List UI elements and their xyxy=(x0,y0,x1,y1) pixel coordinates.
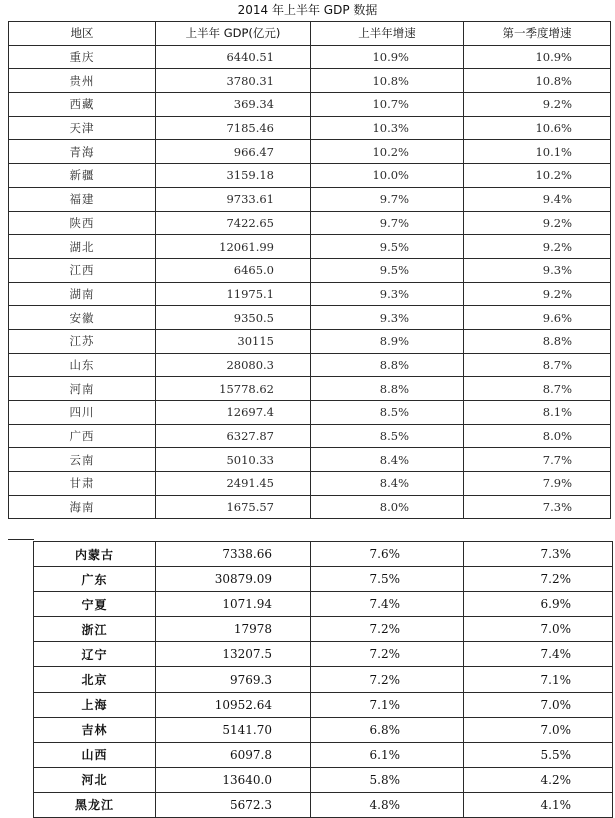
table-row xyxy=(34,742,613,767)
cell-region: 湖南 xyxy=(9,282,156,306)
table-divider xyxy=(8,539,34,540)
cell-gdp: 17978 xyxy=(156,617,311,642)
header-h1-growth: 上半年增速 xyxy=(311,22,464,46)
cell-region: 福建 xyxy=(9,187,156,211)
table-row xyxy=(9,116,611,140)
table-row xyxy=(9,472,611,496)
cell-gdp: 12697.4 xyxy=(156,401,311,425)
cell-h1-growth: 8.5% xyxy=(311,401,464,425)
table-row xyxy=(34,692,613,717)
cell-h1-growth: 10.3% xyxy=(311,116,464,140)
cell-region: 甘肃 xyxy=(9,472,156,496)
table-body-upper xyxy=(9,45,611,519)
table-row xyxy=(9,164,611,188)
table-row xyxy=(34,617,613,642)
table-row xyxy=(9,140,611,164)
cell-h1-growth: 9.3% xyxy=(311,282,464,306)
cell-q1-growth: 7.1% xyxy=(464,667,613,692)
table-row xyxy=(34,792,613,817)
cell-q1-growth: 7.9% xyxy=(464,472,611,496)
cell-region: 山西 xyxy=(34,742,156,767)
cell-h1-growth: 8.8% xyxy=(311,377,464,401)
cell-gdp: 15778.62 xyxy=(156,377,311,401)
cell-h1-growth: 9.7% xyxy=(311,211,464,235)
cell-gdp: 7338.66 xyxy=(156,542,311,567)
cell-h1-growth: 7.5% xyxy=(311,567,464,592)
cell-gdp: 5141.70 xyxy=(156,717,311,742)
header-row xyxy=(9,22,611,46)
cell-q1-growth: 9.2% xyxy=(464,235,611,259)
table-row xyxy=(9,235,611,259)
cell-gdp: 7422.65 xyxy=(156,211,311,235)
cell-region: 浙江 xyxy=(34,617,156,642)
table-row xyxy=(9,93,611,117)
cell-region: 辽宁 xyxy=(34,642,156,667)
cell-h1-growth: 8.8% xyxy=(311,353,464,377)
cell-h1-growth: 8.4% xyxy=(311,472,464,496)
cell-h1-growth: 9.7% xyxy=(311,187,464,211)
cell-region: 四川 xyxy=(9,401,156,425)
cell-q1-growth: 9.2% xyxy=(464,93,611,117)
cell-q1-growth: 7.7% xyxy=(464,448,611,472)
cell-gdp: 966.47 xyxy=(156,140,311,164)
table-title: 2014 年上半年 GDP 数据 xyxy=(237,3,378,17)
cell-h1-growth: 4.8% xyxy=(311,792,464,817)
cell-gdp: 30879.09 xyxy=(156,567,311,592)
cell-q1-growth: 8.1% xyxy=(464,401,611,425)
cell-q1-growth: 10.8% xyxy=(464,69,611,93)
cell-q1-growth: 8.7% xyxy=(464,353,611,377)
cell-gdp: 9350.5 xyxy=(156,306,311,330)
cell-h1-growth: 8.9% xyxy=(311,329,464,353)
table-row xyxy=(9,495,611,519)
cell-q1-growth: 7.0% xyxy=(464,717,613,742)
cell-q1-growth: 7.0% xyxy=(464,617,613,642)
cell-gdp: 11975.1 xyxy=(156,282,311,306)
cell-h1-growth: 10.2% xyxy=(311,140,464,164)
cell-gdp: 9733.61 xyxy=(156,187,311,211)
cell-gdp: 1675.57 xyxy=(156,495,311,519)
cell-q1-growth: 7.2% xyxy=(464,567,613,592)
cell-h1-growth: 7.2% xyxy=(311,667,464,692)
cell-region: 新疆 xyxy=(9,164,156,188)
gdp-table-lower xyxy=(33,541,613,818)
cell-q1-growth: 10.2% xyxy=(464,164,611,188)
cell-region: 海南 xyxy=(9,495,156,519)
cell-q1-growth: 7.3% xyxy=(464,542,613,567)
cell-gdp: 10952.64 xyxy=(156,692,311,717)
cell-h1-growth: 7.1% xyxy=(311,692,464,717)
table-row xyxy=(9,401,611,425)
table-row xyxy=(34,767,613,792)
cell-region: 重庆 xyxy=(9,45,156,69)
cell-gdp: 28080.3 xyxy=(156,353,311,377)
cell-region: 天津 xyxy=(9,116,156,140)
table-row xyxy=(34,642,613,667)
cell-h1-growth: 7.4% xyxy=(311,592,464,617)
cell-h1-growth: 9.5% xyxy=(311,235,464,259)
cell-h1-growth: 8.5% xyxy=(311,424,464,448)
cell-h1-growth: 7.2% xyxy=(311,642,464,667)
cell-q1-growth: 9.4% xyxy=(464,187,611,211)
table-row xyxy=(9,424,611,448)
cell-h1-growth: 10.8% xyxy=(311,69,464,93)
cell-q1-growth: 4.2% xyxy=(464,767,613,792)
table-row xyxy=(9,187,611,211)
cell-region: 河南 xyxy=(9,377,156,401)
cell-region: 陕西 xyxy=(9,211,156,235)
cell-region: 安徽 xyxy=(9,306,156,330)
cell-h1-growth: 9.3% xyxy=(311,306,464,330)
cell-region: 广东 xyxy=(34,567,156,592)
table-row xyxy=(9,45,611,69)
cell-h1-growth: 9.5% xyxy=(311,258,464,282)
cell-region: 贵州 xyxy=(9,69,156,93)
cell-gdp: 6440.51 xyxy=(156,45,311,69)
cell-region: 北京 xyxy=(34,667,156,692)
cell-q1-growth: 9.3% xyxy=(464,258,611,282)
cell-h1-growth: 5.8% xyxy=(311,767,464,792)
cell-q1-growth: 9.2% xyxy=(464,282,611,306)
cell-h1-growth: 8.0% xyxy=(311,495,464,519)
header-gdp: 上半年 GDP(亿元) xyxy=(156,22,311,46)
cell-q1-growth: 4.1% xyxy=(464,792,613,817)
cell-h1-growth: 7.6% xyxy=(311,542,464,567)
cell-gdp: 7185.46 xyxy=(156,116,311,140)
cell-gdp: 13640.0 xyxy=(156,767,311,792)
table-row xyxy=(9,377,611,401)
cell-h1-growth: 6.8% xyxy=(311,717,464,742)
cell-gdp: 1071.94 xyxy=(156,592,311,617)
cell-q1-growth: 10.6% xyxy=(464,116,611,140)
cell-q1-growth: 9.2% xyxy=(464,211,611,235)
cell-q1-growth: 9.6% xyxy=(464,306,611,330)
cell-h1-growth: 10.7% xyxy=(311,93,464,117)
cell-gdp: 6097.8 xyxy=(156,742,311,767)
table-row xyxy=(34,542,613,567)
cell-q1-growth: 8.7% xyxy=(464,377,611,401)
header-region: 地区 xyxy=(9,22,156,46)
cell-q1-growth: 7.0% xyxy=(464,692,613,717)
cell-h1-growth: 10.9% xyxy=(311,45,464,69)
cell-q1-growth: 10.9% xyxy=(464,45,611,69)
cell-gdp: 369.34 xyxy=(156,93,311,117)
cell-h1-growth: 8.4% xyxy=(311,448,464,472)
table-row xyxy=(9,211,611,235)
cell-gdp: 5672.3 xyxy=(156,792,311,817)
cell-q1-growth: 6.9% xyxy=(464,592,613,617)
table-body-lower xyxy=(34,542,613,818)
table-row xyxy=(9,306,611,330)
cell-gdp: 12061.99 xyxy=(156,235,311,259)
cell-region: 黑龙江 xyxy=(34,792,156,817)
cell-region: 河北 xyxy=(34,767,156,792)
cell-gdp: 3780.31 xyxy=(156,69,311,93)
table-row xyxy=(34,667,613,692)
cell-q1-growth: 5.5% xyxy=(464,742,613,767)
table-row xyxy=(9,258,611,282)
cell-gdp: 30115 xyxy=(156,329,311,353)
table-row xyxy=(9,69,611,93)
cell-q1-growth: 8.8% xyxy=(464,329,611,353)
cell-q1-growth: 10.1% xyxy=(464,140,611,164)
cell-region: 宁夏 xyxy=(34,592,156,617)
table-row xyxy=(34,567,613,592)
cell-region: 上海 xyxy=(34,692,156,717)
table-row xyxy=(9,282,611,306)
header-q1-growth: 第一季度增速 xyxy=(464,22,611,46)
cell-gdp: 6465.0 xyxy=(156,258,311,282)
cell-gdp: 5010.33 xyxy=(156,448,311,472)
cell-q1-growth: 7.4% xyxy=(464,642,613,667)
table-row xyxy=(9,353,611,377)
cell-h1-growth: 6.1% xyxy=(311,742,464,767)
cell-region: 广西 xyxy=(9,424,156,448)
table-row xyxy=(34,717,613,742)
cell-q1-growth: 7.3% xyxy=(464,495,611,519)
table-row xyxy=(9,448,611,472)
cell-region: 吉林 xyxy=(34,717,156,742)
cell-region: 西藏 xyxy=(9,93,156,117)
cell-gdp: 6327.87 xyxy=(156,424,311,448)
cell-region: 江西 xyxy=(9,258,156,282)
cell-region: 内蒙古 xyxy=(34,542,156,567)
cell-h1-growth: 10.0% xyxy=(311,164,464,188)
cell-gdp: 3159.18 xyxy=(156,164,311,188)
cell-q1-growth: 8.0% xyxy=(464,424,611,448)
cell-region: 云南 xyxy=(9,448,156,472)
cell-region: 湖北 xyxy=(9,235,156,259)
cell-gdp: 2491.45 xyxy=(156,472,311,496)
table-row xyxy=(34,592,613,617)
cell-gdp: 13207.5 xyxy=(156,642,311,667)
cell-region: 山东 xyxy=(9,353,156,377)
gdp-table-upper xyxy=(8,21,611,519)
cell-gdp: 9769.3 xyxy=(156,667,311,692)
cell-region: 江苏 xyxy=(9,329,156,353)
table-row xyxy=(9,329,611,353)
cell-region: 青海 xyxy=(9,140,156,164)
cell-h1-growth: 7.2% xyxy=(311,617,464,642)
